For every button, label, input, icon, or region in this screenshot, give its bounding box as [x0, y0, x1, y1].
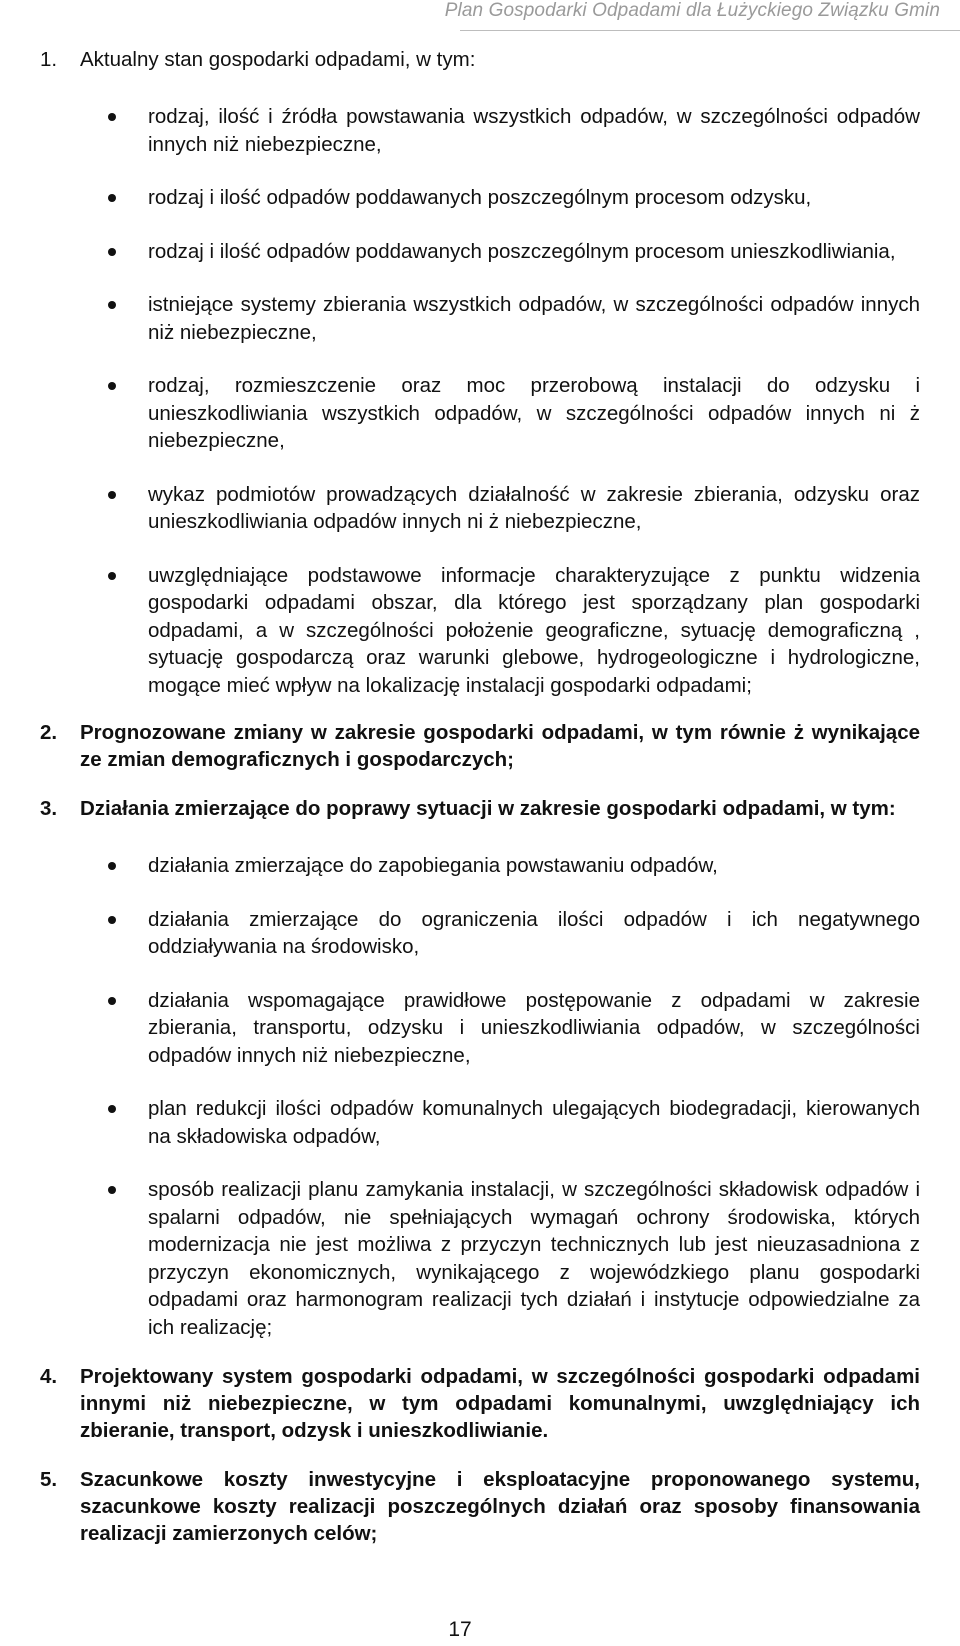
section-number: 3. [40, 797, 58, 820]
bullet-icon [108, 1186, 116, 1194]
list-item [0, 184, 920, 212]
list-item [0, 372, 920, 455]
bullet-icon [108, 301, 116, 309]
bullet-icon [108, 113, 116, 121]
list-item [0, 481, 920, 536]
section-3-heading [0, 795, 920, 822]
section-number: 1. [40, 48, 58, 71]
bullet-icon [108, 248, 116, 256]
list-item-text: rodzaj, rozmieszczenie oraz moc przerobową instalacji do odzysku i unieszkodliwiania wszystkich odpadów, w szczególności odpadów innych ni ż niebezpieczne, [148, 374, 920, 452]
list-item-text: sposób realizacji planu zamykania instalacji, w szczególności składowisk odpadów i spalarni odpadów, nie spełniających wymagań ochrony środowiska, których modernizacja nie jest możliwa z przyczyn technicznych lub jest nieuzasadniona z przyczyn ekonomicznych, wynikającego z wojewódzkiego planu gospodarki odpadami oraz harmonogram realizacji tych działań i instytucje odpowiedzialne za ich realizację; [148, 1178, 920, 1339]
bullet-icon [108, 1105, 116, 1113]
list-item-text: rodzaj, ilość i źródła powstawania wszystkich odpadów, w szczególności odpadów innych niż niebezpieczne, [148, 105, 920, 156]
page-number: 17 [448, 1618, 472, 1641]
section-4-heading [0, 1363, 920, 1444]
list-item-text: plan redukcji ilości odpadów komunalnych ulegających biodegradacji, kierowanych na składowiska odpadów, [148, 1097, 920, 1148]
bullet-icon [108, 916, 116, 924]
list-item-text: rodzaj i ilość odpadów poddawanych poszczególnym procesom odzysku, [148, 186, 812, 209]
bullet-icon [108, 572, 116, 580]
section-2-heading [0, 719, 920, 773]
list-item [0, 238, 920, 266]
section-number: 5. [40, 1468, 58, 1491]
section-title: Działania zmierzające do poprawy sytuacji w zakresie gospodarki odpadami, w tym: [80, 797, 896, 820]
section-1-heading [0, 46, 920, 73]
section-title: Prognozowane zmiany w zakresie gospodarki odpadami, w tym równie ż wynikające ze zmian demograficznych i gospodarczych; [80, 721, 920, 771]
list-item-text: działania zmierzające do ograniczenia ilości odpadów i ich negatywnego oddziaływania na środowisko, [148, 907, 920, 958]
section-title: Szacunkowe koszty inwestycyjne i eksploatacyjne proponowanego systemu, szacunkowe koszty realizacji poszczególnych działań oraz sposoby finansowania realizacji zamierzonych celów; [80, 1468, 920, 1545]
running-header: Plan Gospodarki Odpadami dla Łużyckiego Związku Gmin [444, 0, 940, 21]
section-3-list [0, 852, 920, 1341]
list-item [0, 103, 920, 158]
list-item [0, 562, 920, 700]
list-item-text: działania wspomagające prawidłowe postępowanie z odpadami w zakresie zbierania, transportu, odzysku i unieszkodliwiania odpadów, w szczególności odpadów innych niż niebezpieczne, [148, 988, 920, 1067]
list-item-text: rodzaj i ilość odpadów poddawanych poszczególnym procesom unieszkodliwiania, [148, 239, 896, 263]
section-1-list [0, 103, 920, 699]
section-number: 4. [40, 1365, 58, 1388]
list-item [0, 1095, 920, 1150]
bullet-icon [108, 491, 116, 499]
list-item-text: działania zmierzające do zapobiegania powstawaniu odpadów, [148, 854, 718, 877]
list-item [0, 1176, 920, 1341]
list-item [0, 852, 920, 880]
list-item [0, 987, 920, 1070]
header-rule [460, 30, 960, 31]
bullet-icon [108, 194, 116, 202]
list-item [0, 291, 920, 346]
list-item [0, 906, 920, 961]
list-item-text: wykaz podmiotów prowadzących działalność w zakresie zbierania, odzysku oraz unieszkodliwiania odpadów innych ni ż niebezpieczne, [148, 482, 920, 533]
document-body [0, 46, 920, 1547]
bullet-icon [108, 997, 116, 1005]
section-title: Aktualny stan gospodarki odpadami, w tym: [80, 48, 476, 71]
section-title: Projektowany system gospodarki odpadami, w szczególności gospodarki odpadami innymi niż niebezpieczne, w tym odpadami komunalnymi, uwzględniający ich zbieranie, transport, odzysk i unieszkodliwianie. [80, 1365, 920, 1442]
section-5-heading [0, 1466, 920, 1547]
section-number: 2. [40, 721, 58, 744]
bullet-icon [108, 862, 116, 870]
list-item-text: istniejące systemy zbierania wszystkich odpadów, w szczególności odpadów innych niż niebezpieczne, [148, 293, 920, 344]
list-item-text: uwzględniające podstawowe informacje charakteryzujące z punktu widzenia gospodarki odpadami obszar, dla którego jest sporządzany plan gospodarki odpadami, a w szczególności położenie geograficzne, sytuację demograficzną , sytuację gospodarczą oraz warunki glebowe, hydrogeologiczne i hydrologiczne, mogące mieć wpływ na lokalizację instalacji gospodarki odpadami; [148, 563, 920, 697]
bullet-icon [108, 382, 116, 390]
